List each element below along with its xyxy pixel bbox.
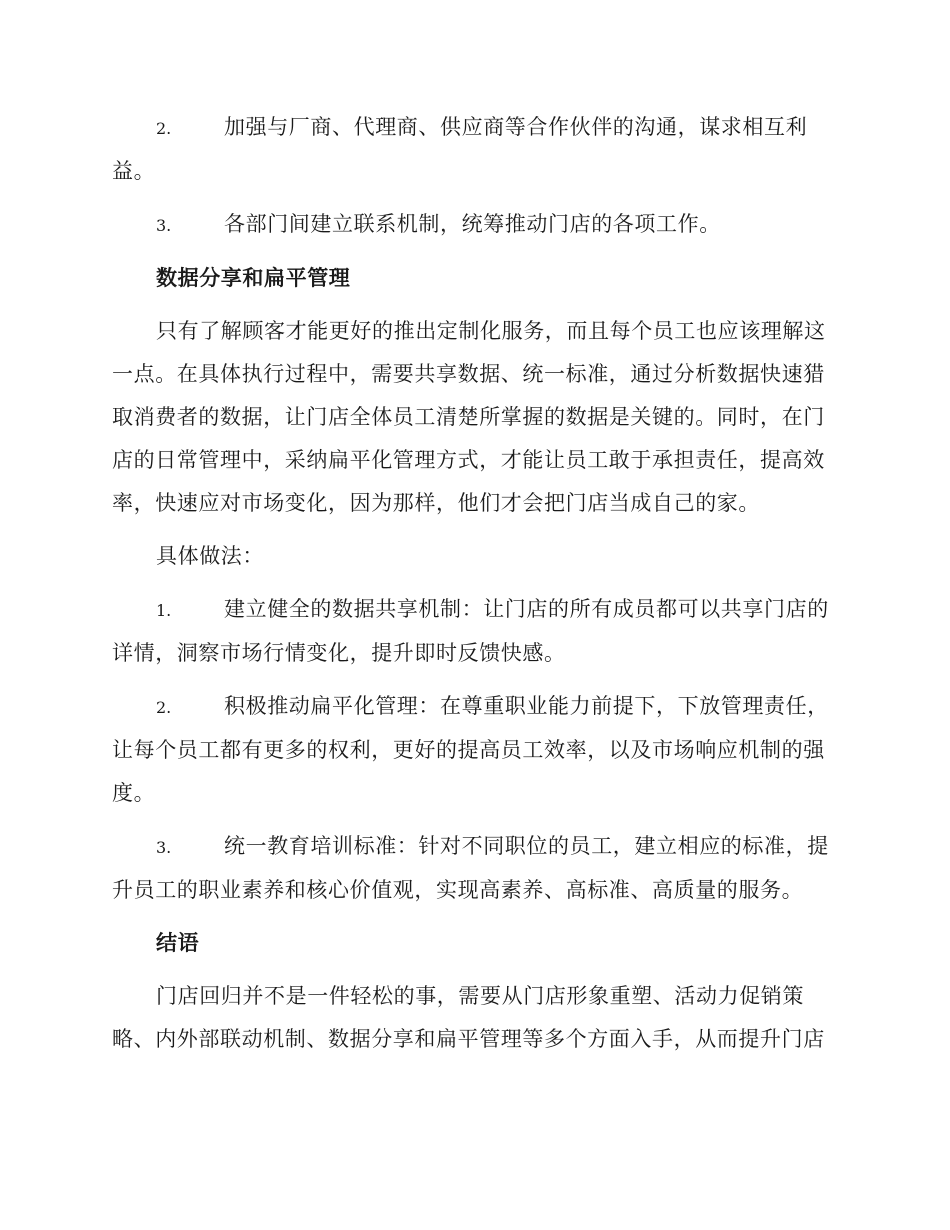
body-paragraph: 只有了解顾客才能更好的推出定制化服务，而且每个员工也应该理解这一点。在具体执行过程中，需要共享数据、统一标准，通过分析数据快速猎取消费者的数据，让门店全体员工清楚所掌握的数据是关键的。同时，在门店的日常管理中，采纳扁平化管理方式，才能让员工敢于承担责任，提高效率，快速应对市场变化，因为那样，他们才会把门店当成自己的家。 xyxy=(112,319,826,515)
list-item-number: 1. xyxy=(156,601,172,620)
list-item xyxy=(112,203,832,247)
list-item-number: 3. xyxy=(156,838,172,857)
body-paragraph: 具体做法： xyxy=(156,544,264,568)
section-heading: 数据分享和扁平管理 xyxy=(156,266,351,290)
list-item-text: 各部门间建立联系机制，统筹推动门店的各项工作。 xyxy=(224,212,721,236)
section-heading: 结语 xyxy=(156,931,200,955)
list-item-text: 加强与厂商、代理商、供应商等合作伙伴的沟通，谋求相互利益。 xyxy=(112,115,808,183)
list-item-text: 统一教育培训标准：针对不同职位的员工，建立相应的标准，提升员工的职业素养和核心价值观，实现高素养、高标准、高质量的服务。 xyxy=(112,834,829,902)
list-item-number: 3. xyxy=(156,216,172,235)
list-item xyxy=(112,106,832,193)
list-item xyxy=(112,685,832,815)
list-item xyxy=(112,825,832,912)
list-item-number: 2. xyxy=(156,698,172,717)
list-item xyxy=(112,588,832,675)
body-paragraph: 门店回归并不是一件轻松的事，需要从门店形象重塑、活动力促销策略、内外部联动机制、数据分享和扁平管理等多个方面入手，从而提升门店 xyxy=(112,984,825,1051)
list-item-text: 积极推动扁平化管理：在尊重职业能力前提下，下放管理责任，让每个员工都有更多的权利，更好的提高员工效率，以及市场响应机制的强度。 xyxy=(112,694,829,805)
document-body xyxy=(112,106,832,1071)
list-item-text: 建立健全的数据共享机制：让门店的所有成员都可以共享门店的详情，洞察市场行情变化，提升即时反馈快感。 xyxy=(112,597,829,665)
list-item-number: 2. xyxy=(156,119,172,138)
